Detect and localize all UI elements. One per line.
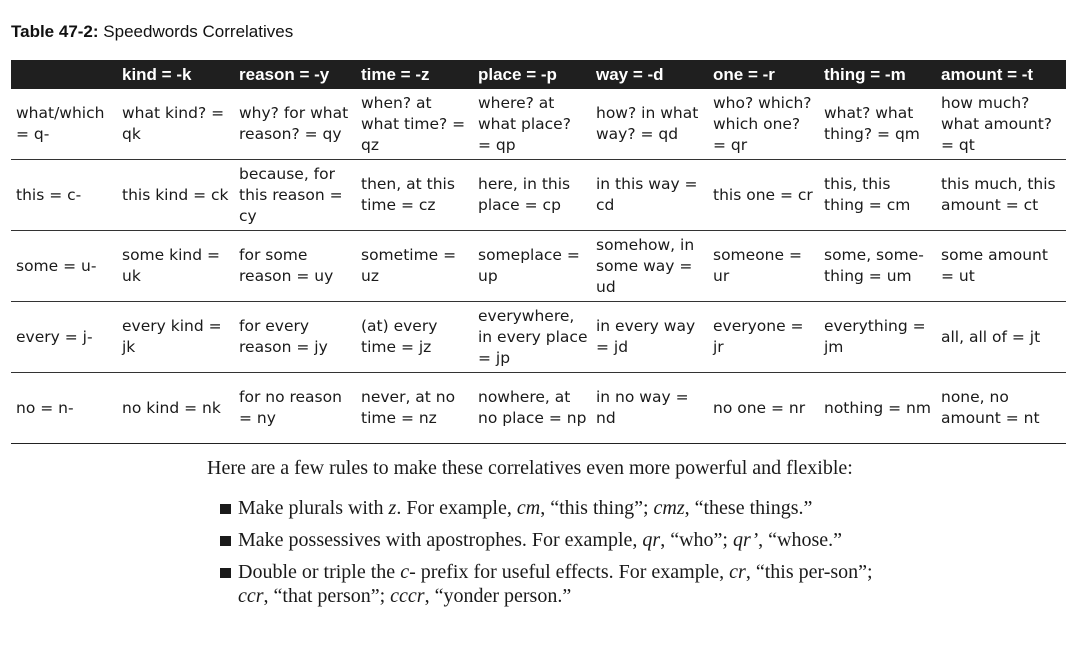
row-prefix: this = c- (11, 160, 117, 231)
square-bullet-icon (220, 504, 231, 514)
rule-text: , “this thing”; (540, 497, 654, 519)
table-caption-title: Speedwords Correlatives (103, 22, 294, 41)
rule-text: , “whose.” (758, 529, 842, 551)
table-cell: nothing = nm (819, 373, 936, 444)
square-bullet-icon (220, 536, 231, 546)
rules-list (187, 496, 887, 608)
rule-text: , “that person”; (263, 585, 391, 607)
rule-text: . For example, (396, 497, 517, 519)
row-prefix: what/which = q- (11, 89, 117, 160)
rule-text: Make possessives with apostrophes. For example, (238, 529, 643, 551)
rule-example: cmz (653, 497, 685, 519)
rule-example: c- (400, 561, 416, 583)
rule-text: , “who”; (660, 529, 733, 551)
correlatives-table (11, 60, 1066, 444)
table-cell: what kind? = qk (117, 89, 234, 160)
rules-section (187, 456, 887, 616)
table-cell: why? for what reason? = qy (234, 89, 356, 160)
table-cell: no kind = nk (117, 373, 234, 444)
table-cell: when? at what time? = qz (356, 89, 473, 160)
table-cell: this kind = ck (117, 160, 234, 231)
table-cell: never, at no time = nz (356, 373, 473, 444)
rule-example: ccr (238, 585, 264, 607)
header-row (11, 60, 1066, 89)
rule-example: qr (642, 529, 661, 551)
header-cell-thing: thing = -m (819, 60, 936, 89)
table-cell: what? what thing? = qm (819, 89, 936, 160)
table-cell: in this way = cd (591, 160, 708, 231)
table-header (11, 60, 1066, 89)
rule-example: z (388, 497, 397, 519)
row-prefix: every = j- (11, 302, 117, 373)
header-cell-way: way = -d (591, 60, 708, 89)
table-cell: this one = cr (708, 160, 819, 231)
table-cell: some kind = uk (117, 231, 234, 302)
rule-item-plurals (187, 496, 887, 520)
table-cell: for some reason = uy (234, 231, 356, 302)
rule-text: , “this per-son”; (745, 561, 873, 583)
table-cell: everyone = jr (708, 302, 819, 373)
rule-text: prefix for useful effects. For example, (415, 561, 730, 583)
table-cell: how? in what way? = qd (591, 89, 708, 160)
rule-item-possessives (187, 528, 887, 552)
header-cell-amount: amount = -t (936, 60, 1066, 89)
rule-text: Double or triple the (238, 561, 401, 583)
table-cell: here, in this place = cp (473, 160, 591, 231)
rule-example: cccr (390, 585, 425, 607)
table-cell: how much? what amount? = qt (936, 89, 1066, 160)
table-cell: in no way = nd (591, 373, 708, 444)
table-cell: none, no amount = nt (936, 373, 1066, 444)
table-cell: no one = nr (708, 373, 819, 444)
table-body (11, 89, 1066, 444)
table-cell: some, some-thing = um (819, 231, 936, 302)
table-cell: where? at what place? = qp (473, 89, 591, 160)
table-cell: in every way = jd (591, 302, 708, 373)
table-cell: somehow, in some way = ud (591, 231, 708, 302)
table-row (11, 302, 1066, 373)
rule-text: , “these things.” (684, 497, 813, 519)
rules-intro: Here are a few rules to make these correlatives even more powerful and flexible: (207, 457, 853, 479)
table-cell: for every reason = jy (234, 302, 356, 373)
header-cell-place: place = -p (473, 60, 591, 89)
table-cell: someone = ur (708, 231, 819, 302)
table-cell: for no reason = ny (234, 373, 356, 444)
table-cell: some amount = ut (936, 231, 1066, 302)
table-cell: (at) every time = jz (356, 302, 473, 373)
header-cell-time: time = -z (356, 60, 473, 89)
table-cell: who? which? which one? = qr (708, 89, 819, 160)
header-cell (11, 60, 117, 89)
table-row (11, 231, 1066, 302)
table-caption (11, 22, 293, 42)
table-cell: everywhere, in every place = jp (473, 302, 591, 373)
table-cell: because, for this reason = cy (234, 160, 356, 231)
header-cell-kind: kind = -k (117, 60, 234, 89)
rule-example: qr’ (732, 529, 759, 551)
rule-example: cm (516, 497, 541, 519)
table-cell: this, this thing = cm (819, 160, 936, 231)
table-cell: this much, this amount = ct (936, 160, 1066, 231)
table-cell: someplace = up (473, 231, 591, 302)
table-row (11, 160, 1066, 231)
table-cell: every kind = jk (117, 302, 234, 373)
row-prefix: some = u- (11, 231, 117, 302)
rule-example: cr (729, 561, 746, 583)
table-cell: then, at this time = cz (356, 160, 473, 231)
table-cell: all, all of = jt (936, 302, 1066, 373)
table-caption-label: Table 47-2: (11, 22, 99, 41)
table-cell: nowhere, at no place = np (473, 373, 591, 444)
row-prefix: no = n- (11, 373, 117, 444)
header-cell-reason: reason = -y (234, 60, 356, 89)
rule-item-prefix (187, 560, 887, 608)
table-cell: everything = jm (819, 302, 936, 373)
table-row (11, 89, 1066, 160)
square-bullet-icon (220, 568, 231, 578)
header-cell-one: one = -r (708, 60, 819, 89)
rule-text: Make plurals with (238, 497, 389, 519)
rule-text: , “yonder person.” (424, 585, 572, 607)
table-row (11, 373, 1066, 444)
table-cell: sometime = uz (356, 231, 473, 302)
